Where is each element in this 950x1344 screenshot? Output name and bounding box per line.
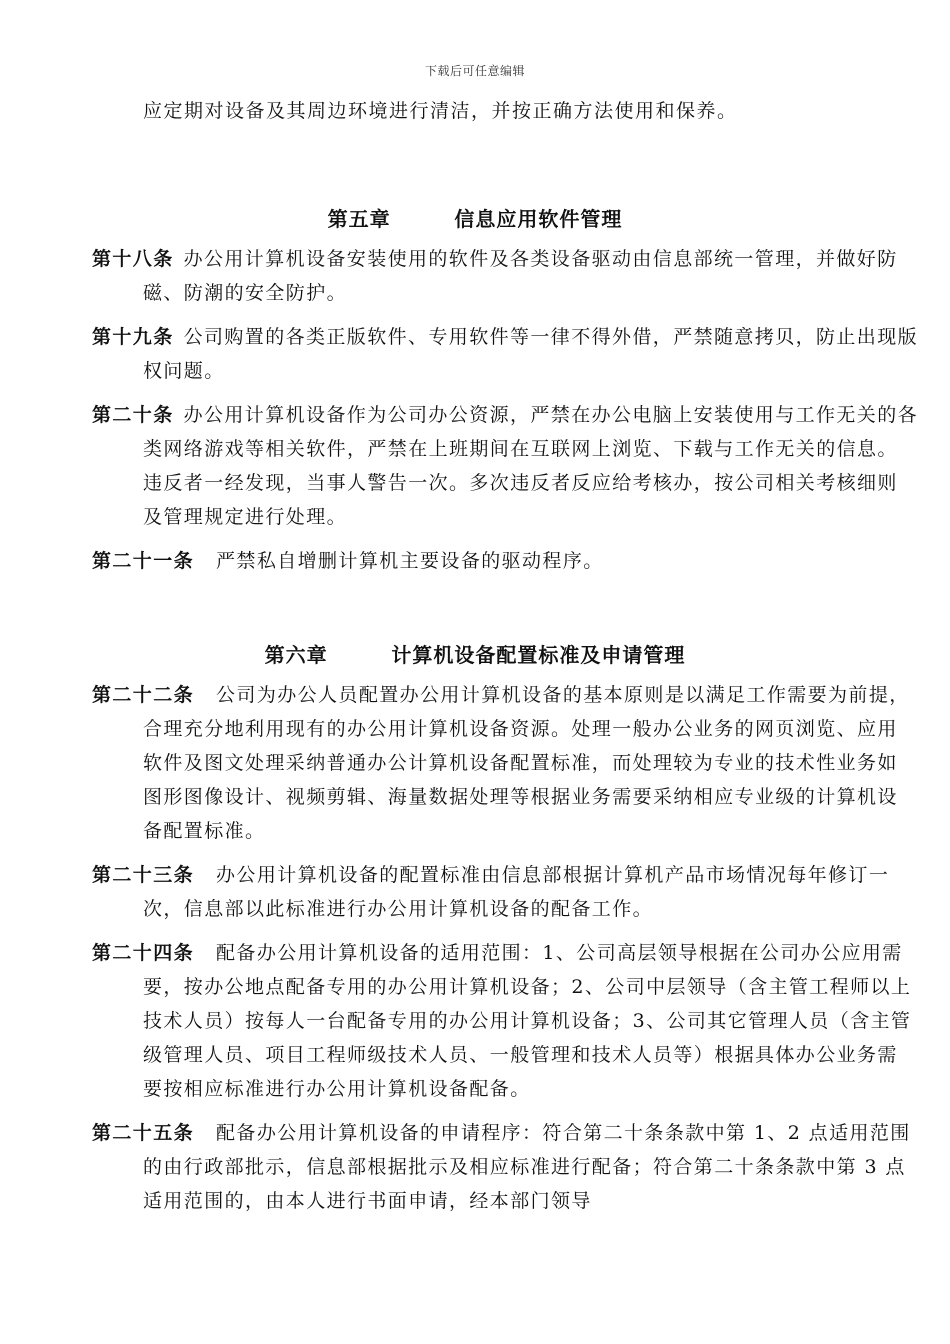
article-24 — [92, 936, 918, 1106]
article-19 — [92, 320, 918, 388]
article-text: 办公用计算机设备作为公司办公资源，严禁在办公电脑上安装使用与工作无关的各类网络游戏等相关软件，严禁在上班期间在互联网上浏览、下载与工作无关的信息。违反者一经发现，当事人警告一次。多次违反者反应给考核办，按公司相关考核细则及管理规定进行处理。 — [143, 404, 919, 528]
article-number: 第十九条 — [92, 326, 174, 348]
article-text: 公司购置的各类正版软件、专用软件等一律不得外借，严禁随意拷贝，防止出现版权问题。 — [143, 326, 919, 382]
article-number: 第二十二条 — [92, 684, 195, 706]
article-25 — [92, 1116, 918, 1218]
article-number: 第十八条 — [92, 248, 174, 270]
chapter-5-heading: 第五章 信息应用软件管理 — [327, 207, 623, 231]
chapter-6-heading: 第六章 计算机设备配置标准及申请管理 — [264, 643, 686, 667]
article-18 — [92, 242, 918, 310]
article-number: 第二十条 — [92, 404, 174, 426]
article-text: 配备办公用计算机设备的适用范围：1、公司高层领导根据在公司办公应用需要，按办公地点配备专用的办公用计算机设备；2、公司中层领导（含主管工程师以上技术人员）按每人一台配备专用的办公用计算机设备；3、公司其它管理人员（含主管级管理人员、项目工程师级技术人员、一般管理和技术人员等）根据具体办公业务需要按相应标准进行办公用计算机设备配备。 — [143, 942, 912, 1100]
article-text: 严禁私自增删计算机主要设备的驱动程序。 — [216, 550, 604, 572]
article-number: 第二十三条 — [92, 864, 195, 886]
article-number: 第二十一条 — [92, 550, 195, 572]
continued-paragraph: 应定期对设备及其周边环境进行清洁，并按正确方法使用和保养。 — [143, 100, 738, 122]
article-22 — [92, 678, 918, 848]
article-text: 办公用计算机设备安装使用的软件及各类设备驱动由信息部统一管理，并做好防磁、防潮的安全防护。 — [143, 248, 898, 304]
article-text: 公司为办公人员配置办公用计算机设备的基本原则是以满足工作需要为前提，合理充分地利用现有的办公用计算机设备资源。处理一般办公业务的网页浏览、应用软件及图文处理采纳普通办公计算机设备配置标准，而处理较为专业的技术性业务如图形图像设计、视频剪辑、海量数据处理等根据业务需要采纳相应专业级的计算机设备配置标准。 — [143, 684, 910, 842]
article-text: 配备办公用计算机设备的申请程序：符合第二十条条款中第 1、2 点适用范围的由行政部批示，信息部根据批示及相应标准进行配备；符合第二十条条款中第 3 点适用范围的，由本人进行书面申请，经本部门领导 — [143, 1122, 911, 1212]
document-body — [0, 94, 950, 1228]
article-text: 办公用计算机设备的配置标准由信息部根据计算机产品市场情况每年修订一次，信息部以此标准进行办公用计算机设备的配备工作。 — [143, 864, 890, 920]
article-number: 第二十四条 — [92, 942, 195, 964]
article-20 — [92, 398, 918, 534]
article-23 — [92, 858, 918, 926]
article-21 — [92, 544, 918, 578]
article-number: 第二十五条 — [92, 1122, 195, 1144]
page-header-note: 下载后可任意编辑 — [424, 64, 525, 78]
